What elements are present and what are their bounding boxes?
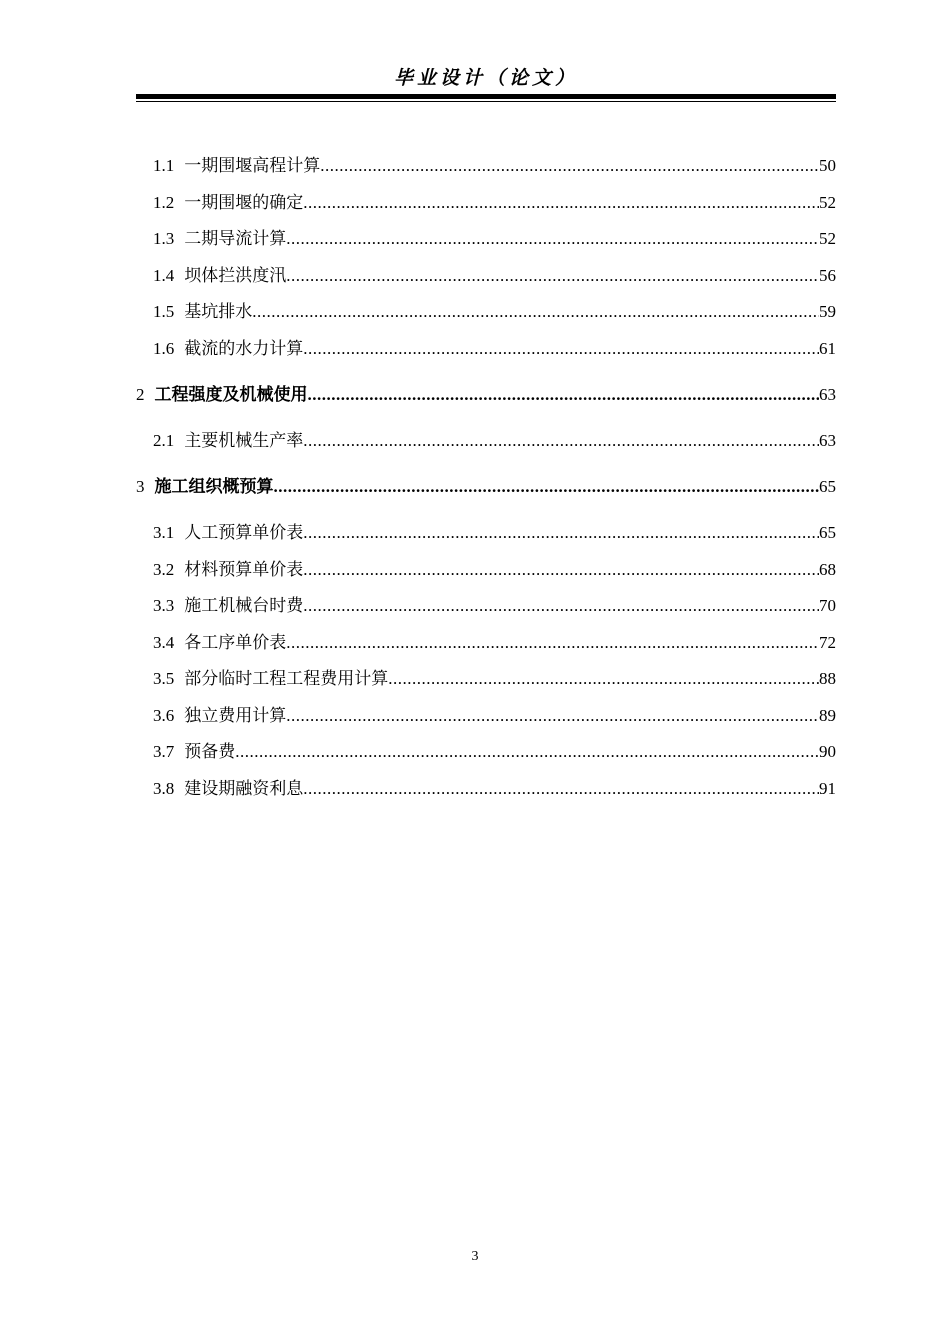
- toc-entry-number: 2.1: [153, 431, 175, 450]
- toc-entry-title: 独立费用计算: [184, 706, 287, 726]
- toc-entry-1-4[interactable]: [153, 264, 836, 288]
- toc-entry-page: 70: [819, 596, 836, 615]
- toc-entry-page: 52: [819, 229, 836, 248]
- page-header-title: 毕业设计（论文）: [393, 67, 578, 89]
- toc-entry-number: 1.3: [153, 229, 175, 248]
- toc-dot-leader: [303, 777, 819, 801]
- toc-dot-leader: [303, 191, 819, 215]
- toc-entry-number: 1.4: [153, 266, 175, 285]
- toc-entry-number: 2: [136, 385, 145, 404]
- toc-dot-leader: [274, 475, 820, 499]
- page-number: 3: [471, 1249, 479, 1264]
- toc-dot-leader: [303, 558, 819, 582]
- toc-entry-page: 50: [819, 156, 836, 175]
- toc-dot-leader: [286, 264, 819, 288]
- toc-entry-number: 1.1: [153, 156, 175, 175]
- toc-dot-leader: [303, 429, 819, 453]
- toc-entry-page: 68: [819, 560, 836, 579]
- toc-entry-2[interactable]: [136, 383, 836, 407]
- toc-entry-page: 63: [819, 385, 836, 404]
- toc-entry-3-5[interactable]: [153, 667, 836, 691]
- toc-entry-title: 预备费: [184, 742, 236, 762]
- toc-entry-title: 工程强度及机械使用: [154, 385, 308, 405]
- toc-entry-page: 52: [819, 193, 836, 212]
- toc-entry-number: 3: [136, 477, 145, 496]
- toc-dot-leader: [252, 300, 819, 324]
- toc-entry-title: 二期导流计算: [184, 229, 287, 249]
- toc-entry-number: 3.4: [153, 633, 175, 652]
- toc-dot-leader: [286, 227, 819, 251]
- toc-entry-title: 一期围堰的确定: [184, 193, 304, 213]
- toc-entry-3[interactable]: [136, 475, 836, 499]
- toc-entry-title: 人工预算单价表: [184, 523, 304, 543]
- toc-dot-leader: [286, 631, 819, 655]
- toc-entry-3-3[interactable]: [153, 594, 836, 618]
- toc-entry-3-4[interactable]: [153, 631, 836, 655]
- toc-dot-leader: [303, 594, 819, 618]
- toc-entry-number: 1.6: [153, 339, 175, 358]
- toc-entry-page: 72: [819, 633, 836, 652]
- toc-entry-page: 90: [819, 742, 836, 761]
- toc-dot-leader: [388, 667, 819, 691]
- toc-entry-title: 截流的水力计算: [184, 339, 304, 359]
- toc-entry-2-1[interactable]: [153, 429, 836, 453]
- toc-entry-title: 施工机械台时费: [184, 596, 304, 616]
- toc-entry-title: 部分临时工程工程费用计算: [184, 669, 389, 689]
- toc-entry-page: 61: [819, 339, 836, 358]
- toc-entry-1-2[interactable]: [153, 191, 836, 215]
- toc-entry-page: 56: [819, 266, 836, 285]
- toc-entry-title: 基坑排水: [184, 302, 253, 322]
- toc-entry-number: 1.2: [153, 193, 175, 212]
- toc-dot-leader: [303, 521, 819, 545]
- toc-entry-title: 各工序单价表: [184, 633, 287, 653]
- toc-entry-number: 3.7: [153, 742, 175, 761]
- toc-entry-3-2[interactable]: [153, 558, 836, 582]
- toc-entry-page: 65: [819, 477, 836, 496]
- toc-entry-3-8[interactable]: [153, 777, 836, 801]
- toc-entry-number: 3.5: [153, 669, 175, 688]
- toc-entry-3-1[interactable]: [153, 521, 836, 545]
- toc-entry-page: 65: [819, 523, 836, 542]
- toc-entry-number: 3.2: [153, 560, 175, 579]
- toc-entry-number: 3.6: [153, 706, 175, 725]
- toc-entry-title: 施工组织概预算: [154, 477, 274, 497]
- toc-entry-3-6[interactable]: [153, 704, 836, 728]
- toc-entry-number: 3.8: [153, 779, 175, 798]
- toc-entry-1-1[interactable]: [153, 154, 836, 178]
- toc-entry-1-3[interactable]: [153, 227, 836, 251]
- toc-entry-1-6[interactable]: [153, 337, 836, 361]
- toc-entry-page: 59: [819, 302, 836, 321]
- toc-entry-title: 一期围堰高程计算: [184, 156, 321, 176]
- toc-entry-title: 材料预算单价表: [184, 560, 304, 580]
- toc-entry-page: 89: [819, 706, 836, 725]
- toc-dot-leader: [286, 704, 819, 728]
- toc-entry-title: 建设期融资利息: [184, 779, 304, 799]
- toc-entry-number: 3.3: [153, 596, 175, 615]
- toc-entry-title: 主要机械生产率: [184, 431, 304, 451]
- toc-dot-leader: [303, 337, 819, 361]
- toc-dot-leader: [235, 740, 819, 764]
- toc-dot-leader: [308, 383, 820, 407]
- toc-entry-1-5[interactable]: [153, 300, 836, 324]
- toc-entry-page: 91: [819, 779, 836, 798]
- toc-entry-number: 3.1: [153, 523, 175, 542]
- toc-entry-3-7[interactable]: [153, 740, 836, 764]
- toc-entry-page: 63: [819, 431, 836, 450]
- toc-entry-number: 1.5: [153, 302, 175, 321]
- toc-dot-leader: [320, 154, 819, 178]
- toc-entry-title: 坝体拦洪度汛: [184, 266, 287, 286]
- toc-entry-page: 88: [819, 669, 836, 688]
